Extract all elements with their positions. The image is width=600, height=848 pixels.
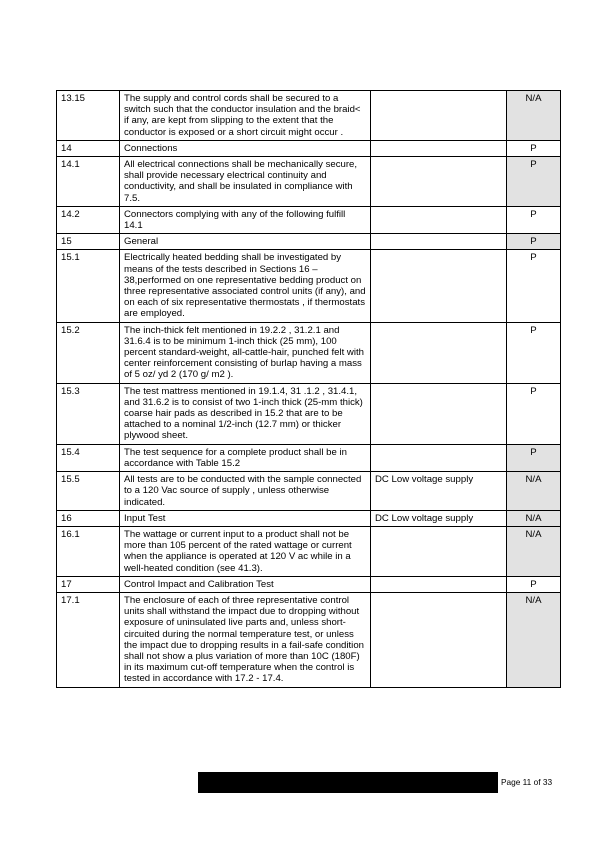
verdict: P: [507, 383, 561, 444]
clause-number: 16.1: [57, 526, 120, 576]
table-row: [57, 322, 561, 383]
clause-number: 15: [57, 234, 120, 250]
redaction-bar: [198, 772, 498, 793]
clause-number: 17: [57, 576, 120, 592]
clause-number: 14: [57, 140, 120, 156]
verdict: P: [507, 576, 561, 592]
clause-text: The enclosure of each of three representative control units shall withstand the impact due to dropping without exposure of uninsulated live parts and, unless short-circuited during the normal temperature test, or unless the impact due to dropping results in a fail-safe condition shall not show a plus variation of more than 10C (180F) in its maximum cut-off temperature when the control is tested in accordance with 17.2 - 17.4.: [120, 592, 371, 687]
clause-text: The supply and control cords shall be secured to a switch such that the conductor insulation and the braid< if any, are kept from slipping to the extent that the conductor is exposed or a short circuit might occur .: [120, 91, 371, 141]
clause-number: 14.1: [57, 157, 120, 207]
test-result: [371, 592, 507, 687]
table-row: [57, 592, 561, 687]
test-result: [371, 140, 507, 156]
clause-text: Control Impact and Calibration Test: [120, 576, 371, 592]
test-result: [371, 526, 507, 576]
test-result: DC Low voltage supply: [371, 472, 507, 511]
table-row: [57, 234, 561, 250]
clause-number: 15.3: [57, 383, 120, 444]
clause-text: General: [120, 234, 371, 250]
verdict: N/A: [507, 592, 561, 687]
verdict: P: [507, 234, 561, 250]
verdict: P: [507, 322, 561, 383]
table-row: [57, 140, 561, 156]
test-result: [371, 383, 507, 444]
test-result: [371, 250, 507, 322]
verdict: P: [507, 206, 561, 233]
test-result: DC Low voltage supply: [371, 510, 507, 526]
clause-number: 15.1: [57, 250, 120, 322]
clause-text: All electrical connections shall be mechanically secure, shall provide necessary electrical continuity and conductivity, and shall be insulated in compliance with 7.5.: [120, 157, 371, 207]
test-result: [371, 576, 507, 592]
table-row: [57, 510, 561, 526]
table-row: [57, 576, 561, 592]
test-result: [371, 157, 507, 207]
clause-table: [56, 90, 561, 688]
clause-number: 15.4: [57, 444, 120, 471]
verdict: N/A: [507, 510, 561, 526]
clause-text: Connections: [120, 140, 371, 156]
clause-number: 15.2: [57, 322, 120, 383]
table-row: [57, 444, 561, 471]
table-row: [57, 250, 561, 322]
page-number: Page 11 of 33: [501, 777, 553, 787]
test-result: [371, 91, 507, 141]
verdict: P: [507, 140, 561, 156]
table-row: [57, 383, 561, 444]
clause-table-body: [57, 91, 561, 688]
clause-text: Input Test: [120, 510, 371, 526]
test-result: [371, 444, 507, 471]
verdict: N/A: [507, 526, 561, 576]
test-result: [371, 322, 507, 383]
clause-number: 16: [57, 510, 120, 526]
clause-number: 13.15: [57, 91, 120, 141]
test-result: [371, 234, 507, 250]
clause-text: Electrically heated bedding shall be investigated by means of the tests described in Sections 16 – 38,performed on one representative bedding product on three representative associated control units (if any), and on each of six representative thermostats , if thermostats are employed.: [120, 250, 371, 322]
table-row: [57, 206, 561, 233]
verdict: P: [507, 250, 561, 322]
clause-text: Connectors complying with any of the following fulfill 14.1: [120, 206, 371, 233]
clause-number: 14.2: [57, 206, 120, 233]
clause-text: The test mattress mentioned in 19.1.4, 31 .1.2 , 31.4.1, and 31.6.2 is to consist of two 1-inch thick (25-mm thick) coarse hair pads as described in 15.2 that are to be attached to a nominal 1/2-inch (12.7 mm) or thicker plywood sheet.: [120, 383, 371, 444]
clause-number: 15.5: [57, 472, 120, 511]
table-row: [57, 472, 561, 511]
clause-text: The test sequence for a complete product shall be in accordance with Table 15.2: [120, 444, 371, 471]
clause-text: The wattage or current input to a product shall not be more than 105 percent of the rated wattage or current when the appliance is operated at 120 V ac while in a well-heated condition (see 41.3).: [120, 526, 371, 576]
verdict: P: [507, 444, 561, 471]
clause-text: All tests are to be conducted with the sample connected to a 120 Vac source of supply , unless otherwise indicated.: [120, 472, 371, 511]
test-result: [371, 206, 507, 233]
verdict: P: [507, 157, 561, 207]
clause-number: 17.1: [57, 592, 120, 687]
clause-text: The inch-thick felt mentioned in 19.2.2 , 31.2.1 and 31.6.4 is to be minimum 1-inch thick (25 mm), 100 percent standard-weight, all-cattle-hair, punched felt with center reinforcement consisting of burlap having a mass of 5 oz/ yd 2 (170 g/ m2 ).: [120, 322, 371, 383]
table-row: [57, 91, 561, 141]
table-row: [57, 157, 561, 207]
verdict: N/A: [507, 472, 561, 511]
table-row: [57, 526, 561, 576]
verdict: N/A: [507, 91, 561, 141]
